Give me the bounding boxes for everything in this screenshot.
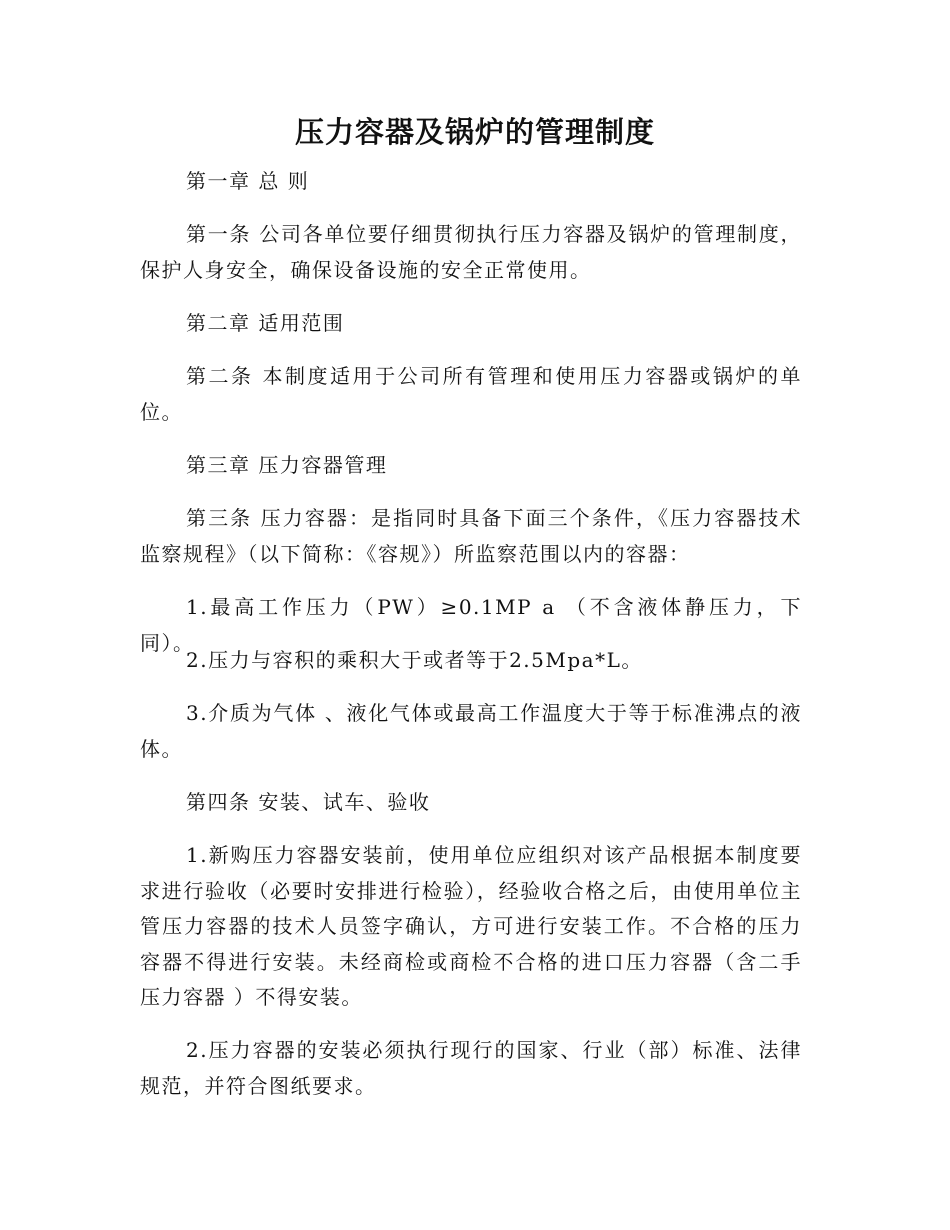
chapter-heading: 第三章 压力容器管理 — [186, 453, 388, 477]
article-paragraph: 第四条 安装、试车、验收 — [186, 790, 431, 814]
list-item: 1.新购压力容器安装前，使用单位应组织对该产品根据本制度要求进行验收（必要时安排进行检验），经验收合格之后，由使用单位主管压力容器的技术人员签字确认，方可进行安装工作。不合格的压力容器不得进行安装。未经商检或商检不合格的进口压力容器（含二手压力容器 ）不得安装。 — [140, 843, 802, 1009]
chapter-heading: 第一章 总 则 — [186, 169, 310, 193]
chapter-heading: 第二章 适用范围 — [186, 311, 345, 335]
article-paragraph: 第二条 本制度适用于公司所有管理和使用压力容器或锅炉的单位。 — [140, 364, 802, 424]
list-item: 2.压力容器的安装必须执行现行的国家、行业（部）标准、法律规范，并符合图纸要求。 — [140, 1038, 802, 1098]
list-item: 3.介质为气体 、液化气体或最高工作温度大于等于标准沸点的液体。 — [140, 701, 802, 761]
list-item: 1.最高工作压力（PW）≥0.1MP a （不含液体静压力，下同）。 — [140, 595, 802, 655]
list-item: 2.压力与容积的乘积大于或者等于2.5Mpa*L。 — [186, 648, 643, 672]
article-paragraph: 第三条 压力容器：是指同时具备下面三个条件，《压力容器技术监察规程》（以下简称：《容规》）所监察范围以内的容器： — [140, 506, 802, 566]
document-title: 压力容器及锅炉的管理制度 — [294, 115, 655, 149]
article-paragraph: 第一条 公司各单位要仔细贯彻执行压力容器及锅炉的管理制度，保护人身安全，确保设备设施的安全正常使用。 — [140, 222, 802, 282]
